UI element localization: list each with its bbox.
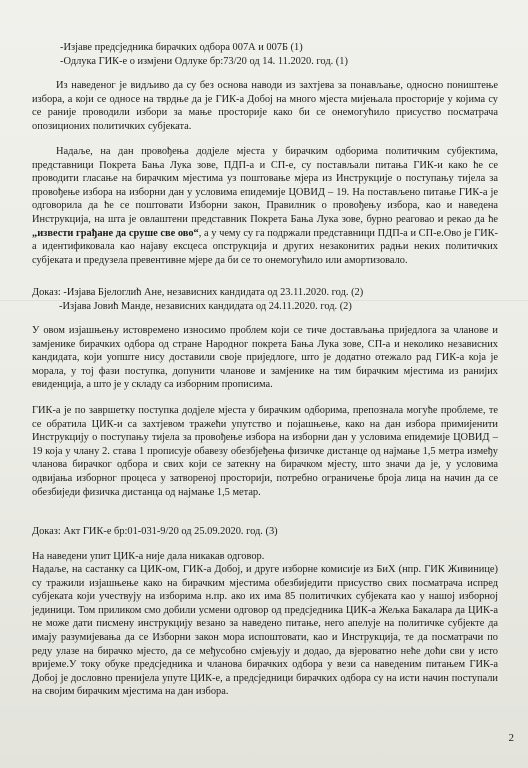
evidence-bottom: Доказ: Акт ГИК-е бр:01-031-9/20 од 25.09.2020. год. (3) [32, 526, 278, 537]
paragraph-4: ГИК-а је по завршетку поступка додјеле мјеста у бирачким одборима, препознала могуће проблеме, те се обратила ЦИК-и са захтјевом тражећи упутство и појашњење, како на дан избора примијенити Инструкцију о поступању тијела за провођење избора на изборни дан у условима епидемије ЦОВИД – 19 која у члану 2. става 1 прописује обавезу обезбјеђења физичке дистанце од најмање 1,5 метра између чланова бирачког одбора и свих који се затекну на бирачком мјесту, што значи да је, у условима одвијања изборног процеса у затвореној просторији, потребно ограничење броја лица на начин да се обезбиједи физичка дистанца од најмање 1,5 метар. [32, 405, 498, 498]
paragraph-2-text-b: , а у чему су га подржали представници ПДП-а и СП-е.Ово је ГИК-а идентификовала као најаву ексцеса опструкција и других незаконитих радњи неких политичких субјеката и предузела превентивне мјере да би се то онемогућило или амортизовало. [32, 227, 499, 266]
paragraph-2-quote: „извести грађане да сруше све ово“ [32, 227, 199, 239]
paragraph-6: Надаље, на састанку са ЦИК-ом, ГИК-а Добој, и друге изборне комисије из БиХ (нпр. ГИК Живинице) су тражили изјашњење како на бирачким мјестима обезбиједити присуство свих посматрача испред субјеката који учествују на изборима н.пр. ако их има 85 политичких субјеката као у нашој изборној јединици. Том приликом смо добили усмени одговор од предсједника ЦИК-а Жељка Бакалара да ЦИК-а не може дати писмену инструкцију везано за наведено питање, него апелује на политичке субјекте да имају разумијевања да се Изборни закон мора испоштовати, као и Инструкција, те да посматрачи по реду улазе на бирачко мјесто, да се међусобно смјењују и додао, да вјероватно неће доћи сви у исто вријеме.У току обуке предсједника и чланова бирачких одбора у вези са наведеним питањем ГИК-а Добој је дословно пренијела упуте ЦИК-е, а предсједници бирачких одбора су на исти начин поступали на својим бирачким мјестима на дан избора. [32, 564, 498, 698]
paragraph-1: Из наведеног је видљиво да су без основа наводи из захтјева за понављање, односно поништење избора, а који се односе на тврдње да је ГИК-а Добој на много мјеста мијењала просторије у којима су се раније проводили избори за мање просторије како би се онемогућило присуство посматрача опозиционих политичких субјеката. [32, 80, 498, 132]
paragraph-2 [32, 145, 498, 267]
evidence-line: Доказ: -Изјава Бјелоглић Ане, независних кандидата од 23.11.2020. год. (2) [32, 287, 364, 298]
paragraph-5: На наведени упит ЦИК-а није дала никакав одговор. [32, 551, 265, 562]
evidence-line: -Изјаве предсједника бирачких одбора 007А и 007Б (1) [60, 42, 303, 53]
paragraph-3: У овом изјашњењу истовремено износимо проблем који се тиче достављања приједлога за чланове и замјенике бирачких одбора од стране Народног покрета Бања Лука зове, СП-а и неколико независних кандидата, који уопште нису доставили своје приједлоге, што је додатно отежало рад ГИК-а која је морала, у тој фази поступка, допунити чланове и замјенике на тим бирачким мјестима из ранијих евиденција, а што је у складу са изборним прописима. [32, 325, 498, 391]
evidence-list-top [60, 41, 480, 68]
paragraph-2-text-a: Надаље, на дан провођења додјеле мјеста у бирачким одборима политичким субјектима, представници Покрета Бања Лука зове, ПДП-а и СП-е, су постављали питања ГИК-и како ће се проводити гласање на бирачким мјестима уз поштовање мјера из Инструкције о поступању тијела за провођење избора на изборни дан у условима епидемије ЦОВИД – 19. На постављено питање ГИК-а је одговорила да ће се поштовати Изборни закон, Правилник о провођењу избора, као и наведена Инструкција, на шта је овлаштени представник Покрета Бања Лука зове, бурно реаговао и рекао да ће [32, 146, 498, 225]
paper-crease [0, 300, 528, 301]
evidence-line: -Изјава Јовић Манде, независних кандидата од 24.11.2020. год. (2) [59, 300, 352, 312]
evidence-line: -Одлука ГИК-е о измјени Одлуке бр:73/20 од 14. 11.2020. год. (1) [60, 55, 348, 67]
page-number: 2 [508, 732, 514, 744]
